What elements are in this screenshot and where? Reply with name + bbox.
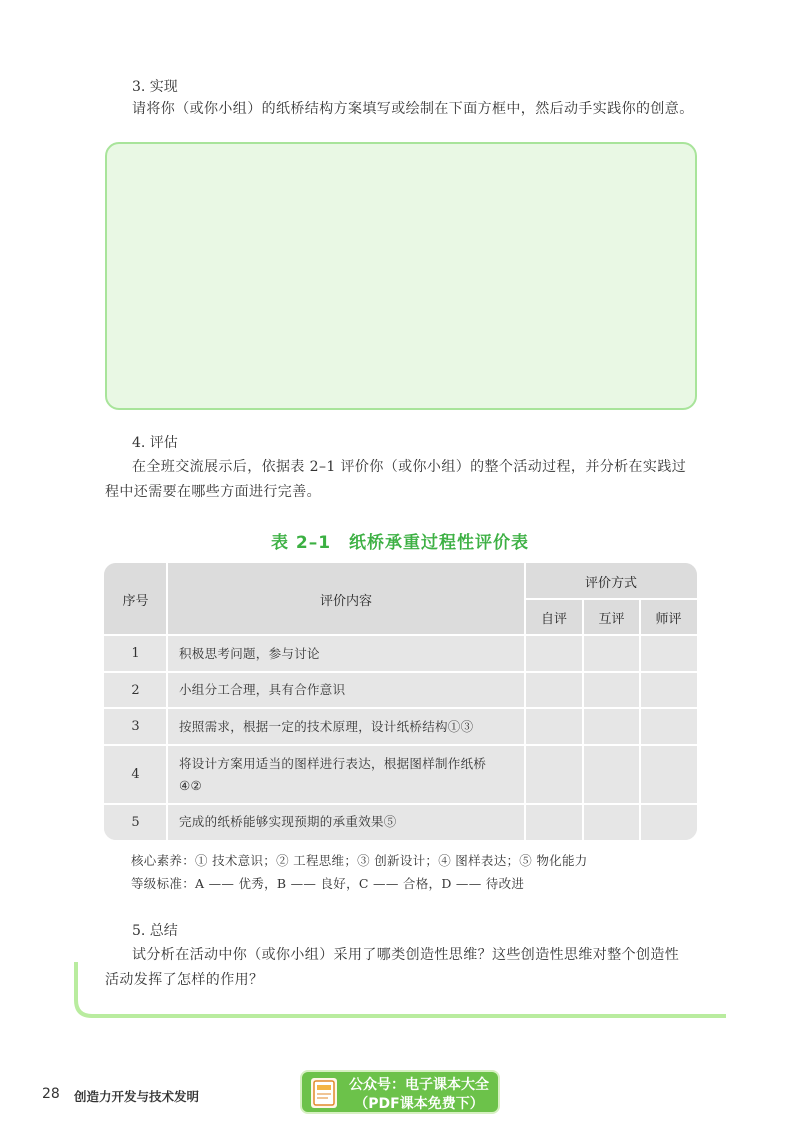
row-1-index: 1 bbox=[104, 635, 167, 672]
row-4-text-line2: ④② bbox=[179, 777, 203, 793]
row-3-peer-cell[interactable] bbox=[583, 708, 640, 745]
header-index: 序号 bbox=[104, 563, 167, 635]
header-peer: 互评 bbox=[583, 599, 640, 635]
row-1-self-cell[interactable] bbox=[525, 635, 583, 672]
watermark-badge bbox=[300, 1070, 500, 1114]
grid-line bbox=[104, 707, 697, 709]
grid-line bbox=[166, 563, 168, 840]
section-5-title: 5. 总结 bbox=[132, 923, 178, 939]
section-3-text: 请将你（或你小组）的纸桥结构方案填写或绘制在下面方框中，然后动手实践你的创意。 bbox=[132, 101, 694, 117]
badge-line-1: 公众号：电子课本大全 bbox=[349, 1077, 489, 1093]
row-2-index: 2 bbox=[104, 672, 167, 708]
row-5-peer-cell[interactable] bbox=[583, 804, 640, 840]
row-4-index: 4 bbox=[104, 745, 167, 804]
grid-line bbox=[524, 598, 697, 600]
row-4-teacher-cell[interactable] bbox=[640, 745, 697, 804]
grade-standard-note: 等级标准：A —— 优秀，B —— 良好，C —— 合格，D —— 待改进 bbox=[131, 876, 525, 891]
grid-line bbox=[104, 671, 697, 673]
row-3-self-cell[interactable] bbox=[525, 708, 583, 745]
header-teacher: 师评 bbox=[640, 599, 697, 635]
row-1-teacher-cell[interactable] bbox=[640, 635, 697, 672]
row-2-text: 小组分工合理，具有合作意识 bbox=[179, 682, 346, 697]
grid-line bbox=[104, 634, 697, 636]
row-5-teacher-cell[interactable] bbox=[640, 804, 697, 840]
grid-line bbox=[524, 563, 526, 840]
row-3-index: 3 bbox=[104, 708, 167, 745]
section-3-title: 3. 实现 bbox=[132, 79, 178, 95]
row-3-teacher-cell[interactable] bbox=[640, 708, 697, 745]
row-2-content bbox=[167, 672, 525, 708]
row-2-peer-cell[interactable] bbox=[583, 672, 640, 708]
section-5-line1: 试分析在活动中你（或你小组）采用了哪类创造性思维？这些创造性思维对整个创造性 bbox=[132, 947, 680, 963]
row-2-teacher-cell[interactable] bbox=[640, 672, 697, 708]
header-content: 评价内容 bbox=[167, 563, 525, 635]
page-number: 28 bbox=[42, 1086, 60, 1102]
evaluation-table bbox=[104, 563, 697, 840]
header-self: 自评 bbox=[525, 599, 583, 635]
section-4-line2: 程中还需要在哪些方面进行完善。 bbox=[105, 484, 321, 500]
row-5-content bbox=[167, 804, 525, 840]
row-4-self-cell[interactable] bbox=[525, 745, 583, 804]
row-4-content bbox=[167, 745, 525, 804]
section-5-line2: 活动发挥了怎样的作用？ bbox=[105, 972, 264, 988]
row-5-text: 完成的纸桥能够实现预期的承重效果⑤ bbox=[179, 814, 397, 829]
row-1-peer-cell[interactable] bbox=[583, 635, 640, 672]
row-3-content bbox=[167, 708, 525, 745]
drawing-box[interactable] bbox=[105, 142, 697, 410]
row-5-self-cell[interactable] bbox=[525, 804, 583, 840]
row-4-peer-cell[interactable] bbox=[583, 745, 640, 804]
book-icon bbox=[311, 1078, 337, 1108]
row-1-text: 积极思考问题，参与讨论 bbox=[179, 645, 320, 661]
section-4-line1: 在全班交流展示后，依据表 2–1 评价你（或你小组）的整个活动过程，并分析在实践过 bbox=[132, 459, 687, 475]
row-1-content bbox=[167, 635, 525, 672]
book-title: 创造力开发与技术发明 bbox=[74, 1089, 200, 1104]
grid-line bbox=[104, 803, 697, 805]
row-2-self-cell[interactable] bbox=[525, 672, 583, 708]
decorative-bracket-line bbox=[70, 960, 730, 1024]
table-title: 表 2–1 纸桥承重过程性评价表 bbox=[270, 533, 530, 553]
grid-line bbox=[104, 744, 697, 746]
section-4-title: 4. 评估 bbox=[132, 435, 178, 451]
header-method: 评价方式 bbox=[525, 563, 697, 599]
row-5-index: 5 bbox=[104, 804, 167, 840]
row-3-text: 按照需求，根据一定的技术原理，设计纸桥结构①③ bbox=[179, 718, 474, 734]
core-literacy-note: 核心素养：① 技术意识；② 工程思维；③ 创新设计；④ 图样表达；⑤ 物化能力 bbox=[131, 853, 588, 868]
row-4-text-line1: 将设计方案用适当的图样进行表达，根据图样制作纸桥 bbox=[179, 755, 487, 771]
badge-line-2: （PDF课本免费下） bbox=[354, 1096, 484, 1112]
